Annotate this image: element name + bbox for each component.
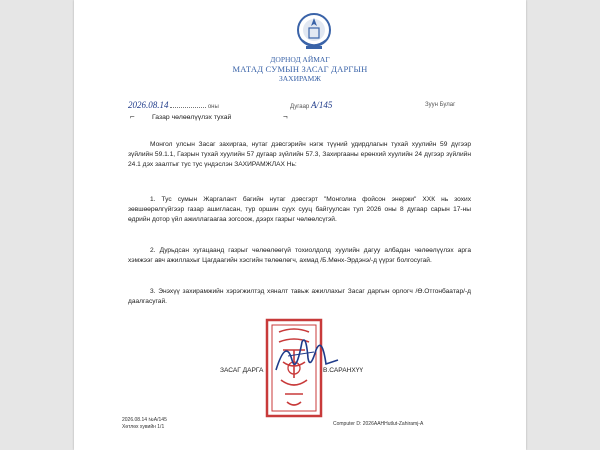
number-line bbox=[290, 100, 332, 110]
bracket-left-icon: ⌐ bbox=[130, 112, 135, 121]
signatory-name: В.САРАНХҮҮ bbox=[323, 367, 364, 374]
paragraph-item-3: 3. Энэхүү захирамжийн хэрэгжилтэд хяналт тавьж ажиллахыг Засаг даргын орлогч /Ө.Отгонбаатар/-д даалгасугай. bbox=[128, 288, 471, 305]
date-underline bbox=[170, 107, 206, 108]
number-label: Дугаар bbox=[290, 104, 310, 110]
footer-copy-count: Хөтлөх хувийн 1/1 bbox=[122, 424, 165, 430]
footer-computer-path: Computer D: 2026AAHHutlut-Zahiramj-A bbox=[333, 421, 424, 427]
date-line bbox=[128, 100, 219, 110]
signatory-title: ЗАСАГ ДАРГА bbox=[220, 367, 264, 374]
paragraph-item-1: 1. Тус сумын Жаргалант багийн нутаг дэвсгэрт "Монголиа фойсон энержи" ХХК нь зохих зөвшөөрөлгүйгээр газар ашигласан, тур оршин суух сууц байгуулсан тул 2026 оны 8 дугаар сарын 17-ны өдрийн дотор үйл ажиллагаагаа зогсоож, дээрх газрыг чөлөөлсүгэй. bbox=[128, 196, 471, 223]
date-unit-label: оны bbox=[207, 104, 219, 110]
header-office: МАТАД СУМЫН ЗАСАГ ДАРГЫН bbox=[232, 64, 368, 74]
footer-reference: 2026.08.14 №А/145 bbox=[122, 417, 167, 423]
handwritten-number: А/145 bbox=[310, 100, 333, 110]
bracket-right-icon: ¬ bbox=[283, 112, 288, 121]
header-province: ДОРНОД АЙМАГ bbox=[270, 55, 330, 64]
paragraph-preamble: Монгол улсын Засаг захиргаа, нутаг дэвсгэрийн нэгж түүний удирдлагын тухай хуулийн 59 дүгээр зүйлийн 59.1.1, Газрын тухай хуулийн 57 дугаар зүйлийн 57.3, Захиргааны ерөнхий хуулийн 24 дүгээр зүйлийн 24.1 дэх заалтыг тус тус үндэслэн ЗАХИРАМЖЛАХ Нь: bbox=[128, 141, 471, 168]
subject-title: Газар чөлөөлүүлэх тухай bbox=[152, 114, 232, 121]
handwritten-date: 2026.08.14 bbox=[128, 100, 169, 110]
header-doc-type: ЗАХИРАМЖ bbox=[278, 74, 322, 83]
paragraph-item-2: 2. Дурьдсан хугацаанд газрыг чөлөөлөөгүй тохиолдолд хуулийн дагуу албадан чөлөөлүүлэх арга хэмжээг авч ажиллахыг Цагдаагийн хэсгийн төлөөлөгч, ахмад /Б.Мөнх-Эрдэнэ/-д үүрэг болгосугай. bbox=[128, 247, 471, 264]
state-emblem-icon bbox=[296, 12, 332, 52]
place-name: Зуун Булаг bbox=[425, 102, 456, 108]
